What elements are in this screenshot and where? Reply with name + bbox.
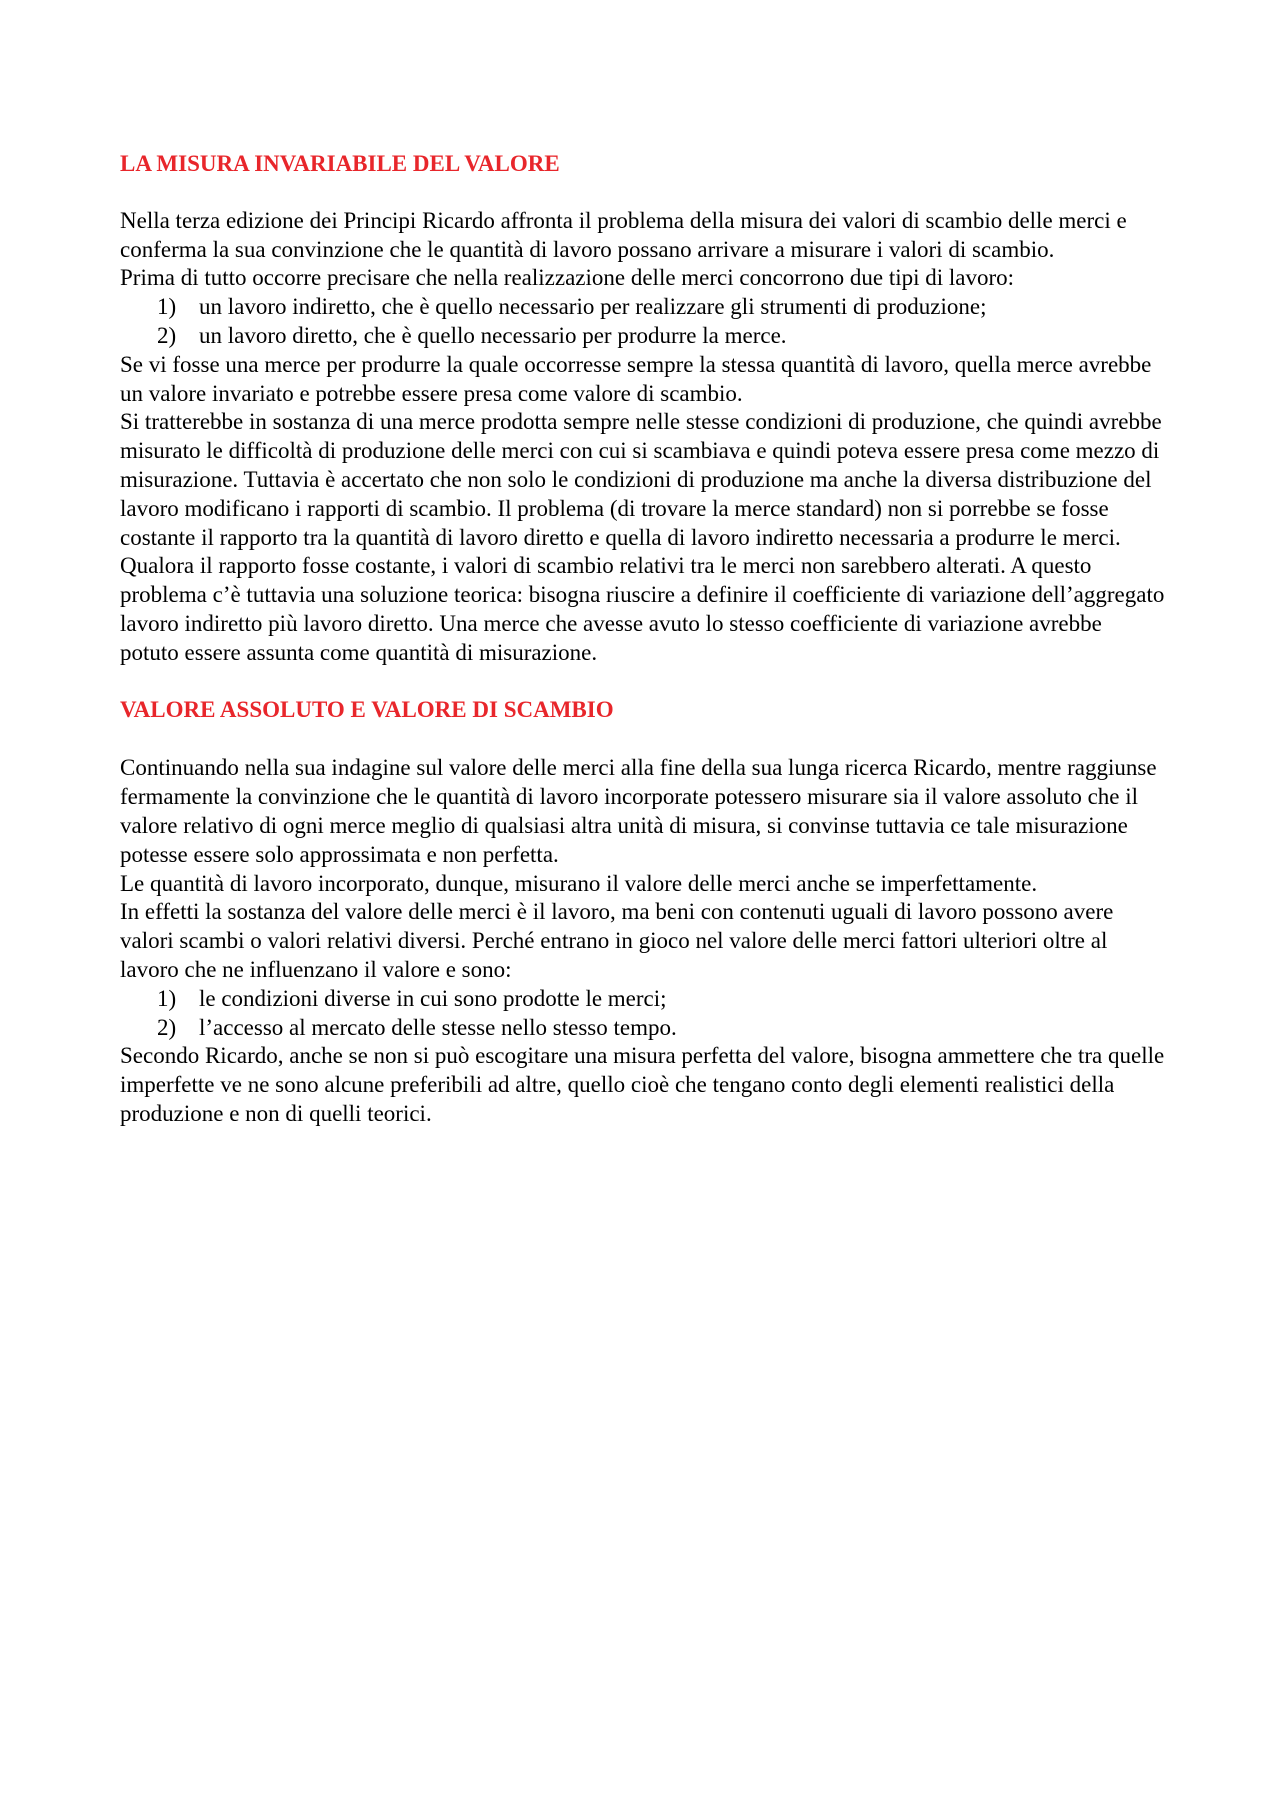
paragraph: Le quantità di lavoro incorporato, dunque, misurano il valore delle merci anche se imperfettamente. bbox=[120, 870, 1038, 896]
paragraph: In effetti la sostanza del valore delle merci è il lavoro, ma beni con contenuti uguali di lavoro possono avere valori scambi o valori relativi diversi. Perché entrano in gioco nel valore delle merci fattori ulteriori oltre al lavoro che ne influenzano il valore e sono: bbox=[120, 899, 1114, 982]
section-heading-misura: LA MISURA INVARIABILE DEL VALORE bbox=[120, 151, 560, 176]
list-item bbox=[120, 1014, 1165, 1043]
numbered-list bbox=[120, 985, 1165, 1043]
list-item-number: 1) bbox=[157, 985, 177, 1011]
list-item-number: 1) bbox=[157, 294, 177, 320]
paragraph: Prima di tutto occorre precisare che nella realizzazione delle merci concorrono due tipi di lavoro: bbox=[120, 265, 1015, 291]
list-item bbox=[120, 293, 1165, 322]
spacer bbox=[120, 179, 1165, 207]
paragraph: Continuando nella sua indagine sul valore delle merci alla fine della sua lunga ricerca Ricardo, mentre raggiunse fermamente la convinzione che le quantità di lavoro incorporate potessero misurare sia il valore assoluto che il valore relativo di ogni merce meglio di qualsiasi altra unità di misura, si convinse tuttavia ce tale misurazione potesse essere solo approssimata e non perfetta. bbox=[120, 755, 1157, 867]
list-item bbox=[120, 985, 1165, 1014]
list-item bbox=[120, 322, 1165, 351]
document-body bbox=[120, 150, 1165, 1129]
spacer bbox=[120, 668, 1165, 696]
paragraph: Se vi fosse una merce per produrre la quale occorresse sempre la stessa quantità di lavoro, quella merce avrebbe un valore invariato e potrebbe essere presa come valore di scambio. bbox=[120, 351, 1152, 406]
list-item-number: 2) bbox=[157, 322, 177, 348]
paragraph: Secondo Ricardo, anche se non si può escogitare una misura perfetta del valore, bisogna ammettere che tra quelle imperfette ve ne sono alcune preferibili ad altre, quello cioè che tengano conto degli elementi realistici della produzione e non di quelli teorici. bbox=[120, 1043, 1165, 1126]
section-heading-valore-assoluto: VALORE ASSOLUTO E VALORE DI SCAMBIO bbox=[120, 696, 614, 722]
list-item-text: un lavoro diretto, che è quello necessario per produrre la merce. bbox=[199, 322, 787, 348]
numbered-list bbox=[120, 293, 1165, 351]
list-item-text: le condizioni diverse in cui sono prodotte le merci; bbox=[199, 985, 667, 1011]
paragraph: Si tratterebbe in sostanza di una merce prodotta sempre nelle stesse condizioni di produzione, che quindi avrebbe misurato le difficoltà di produzione delle merci con cui si scambiava e quindi poteva essere presa come mezzo di misurazione. Tuttavia è accertato che non solo le condizioni di produzione ma anche la diversa distribuzione del lavoro modificano i rapporti di scambio. Il problema (di trovare la merce standard) non si porrebbe se fosse costante il rapporto tra la quantità di lavoro diretto e quella di lavoro indiretto necessaria a produrre le merci. Qualora il rapporto fosse costante, i valori di scambio relativi tra le merci non sarebbero alterati. A questo problema c’è tuttavia una soluzione teorica: bisogna riuscire a definire il coefficiente di variazione dell’aggregato lavoro indiretto più lavoro diretto. Una merce che avesse avuto lo stesso coefficiente di variazione avrebbe potuto essere assunta come quantità di misurazione. bbox=[120, 409, 1165, 665]
paragraph: Nella terza edizione dei Principi Ricardo affronta il problema della misura dei valori di scambio delle merci e conferma la sua convinzione che le quantità di lavoro possano arrivare a misurare i valori di scambio. bbox=[120, 207, 1127, 262]
list-item-number: 2) bbox=[157, 1014, 177, 1040]
list-item-text: l’accesso al mercato delle stesse nello stesso tempo. bbox=[199, 1014, 677, 1040]
spacer bbox=[120, 724, 1165, 754]
list-item-text: un lavoro indiretto, che è quello necessario per realizzare gli strumenti di produzione; bbox=[199, 294, 987, 320]
